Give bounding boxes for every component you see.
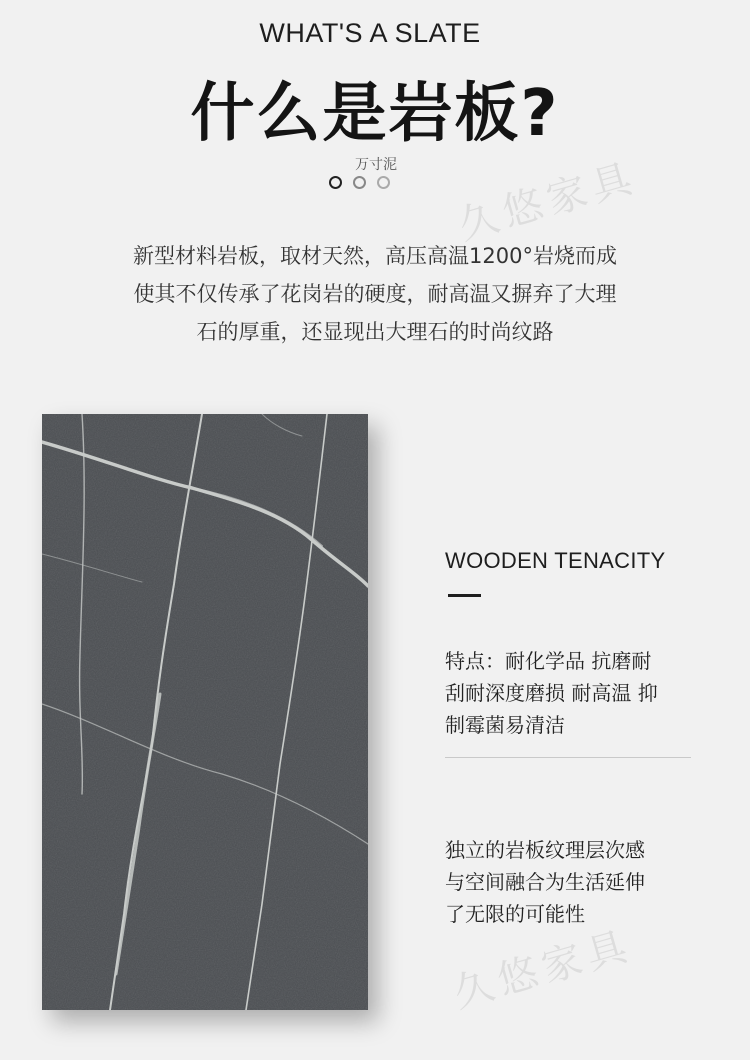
dot-icon bbox=[353, 176, 366, 189]
intro-line: 石的厚重，还显现出大理石的时尚纹路 bbox=[196, 320, 554, 344]
page-title-english: WHAT'S A SLATE bbox=[259, 18, 481, 48]
feature-block-texture bbox=[445, 834, 705, 930]
dot-active-icon bbox=[329, 176, 342, 189]
feature-line: 了无限的可能性 bbox=[445, 902, 585, 926]
feature-line: 特点：耐化学品 抗磨耐 bbox=[445, 649, 652, 673]
intro-paragraph bbox=[60, 237, 690, 351]
intro-line: 使其不仅传承了花岗岩的硬度，耐高温又摒弃了大理 bbox=[133, 282, 617, 306]
intro-line: 新型材料岩板，取材天然，高压高温1200°岩烧而成 bbox=[133, 244, 617, 268]
side-heading: WOODEN TENACITY bbox=[445, 548, 666, 573]
watermark-top: 久悠家具 bbox=[453, 154, 643, 250]
slate-slab-image bbox=[42, 414, 368, 1010]
heading-dash bbox=[448, 594, 481, 597]
pagination-dots bbox=[329, 176, 390, 189]
dot-icon bbox=[377, 176, 390, 189]
feature-line: 独立的岩板纹理层次感 bbox=[445, 838, 645, 862]
feature-line: 刮耐深度磨损 耐高温 抑 bbox=[445, 681, 658, 705]
feature-line: 制霉菌易清洁 bbox=[445, 713, 565, 737]
feature-line: 与空间融合为生活延伸 bbox=[445, 870, 645, 894]
watermark-bottom: 久悠家具 bbox=[448, 922, 638, 1018]
page-title-chinese: 什么是岩板? bbox=[190, 77, 560, 151]
feature-block-properties bbox=[445, 645, 705, 741]
slate-texture bbox=[42, 414, 368, 1010]
divider bbox=[445, 757, 691, 758]
brand-caption: 万寸泥 bbox=[355, 157, 397, 173]
